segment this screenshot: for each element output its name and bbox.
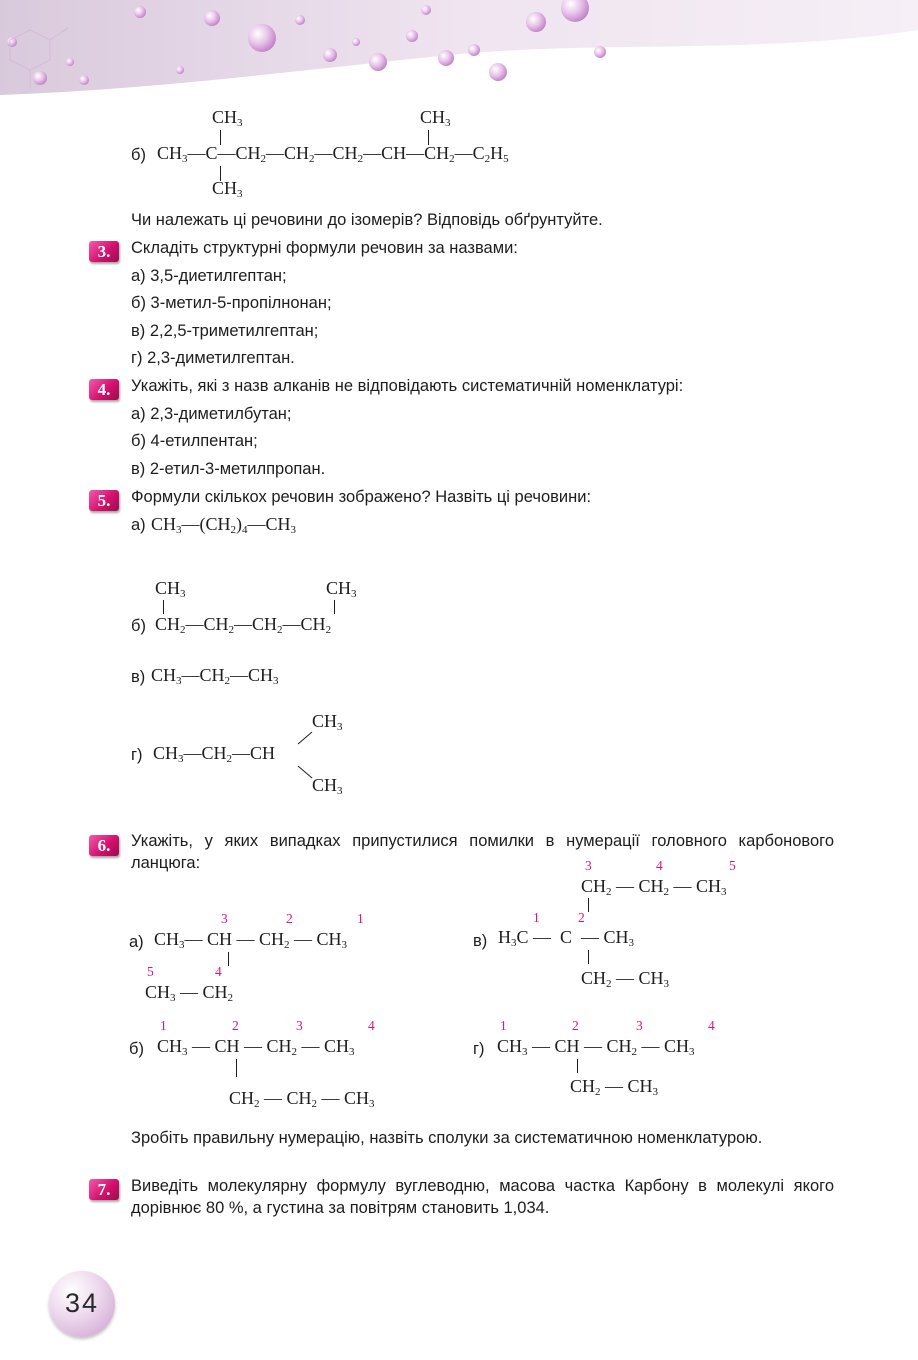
- bond-line: [163, 600, 164, 614]
- list-item: б) 3-метил-5-пропілнонан;: [131, 294, 332, 312]
- task6-g-branch: $CH_2$ — $CH_3$: [570, 1076, 659, 1098]
- carbon-number: 3: [636, 1018, 643, 1033]
- carbon-number: 1: [160, 1018, 167, 1033]
- bond-line: [236, 1059, 237, 1077]
- carbon-number: 3: [296, 1018, 303, 1033]
- carbon-number: 1: [500, 1018, 507, 1033]
- task5-g-down: $CH_3$: [312, 775, 343, 797]
- formula-top-substituent: $CH_3$: [212, 107, 243, 129]
- task6-a-label: а): [129, 933, 144, 951]
- carbon-number: 3: [585, 858, 592, 873]
- task5-b-main: $CH_2—CH_2—CH_2—CH_2$: [155, 614, 332, 636]
- formula-top-substituent-2: $CH_3$: [420, 107, 451, 129]
- task6-g-label: г): [473, 1040, 485, 1058]
- task6-g-main: $CH_3$ — CH — $CH_2$ — $CH_3$: [497, 1036, 695, 1058]
- task2b-label: б): [131, 146, 146, 164]
- carbon-number: 4: [368, 1018, 375, 1033]
- carbon-number: 2: [578, 910, 585, 925]
- task6-footer: Зробіть правильну нумерацію, назвіть сполуки за систематичною номенклатурою.: [131, 1129, 763, 1147]
- task5-g-label: г): [131, 746, 143, 764]
- task6-title: Укажіть, у яких випадках припустилися помилки в нумерації головного карбонового ланцюга:: [131, 832, 834, 872]
- task5-badge: 5.: [89, 490, 119, 511]
- carbon-number: 4: [708, 1018, 715, 1033]
- formula-main-chain: $CH_3—C—CH_2—CH_2—CH_2—CH—CH_2—C_2H_5$: [157, 143, 509, 165]
- bond-line: [588, 950, 589, 964]
- carbon-number: 4: [656, 858, 663, 873]
- page-number-circle: [49, 1271, 115, 1337]
- task5-a-formula: $CH_3—(CH_2)_4—CH_3$: [151, 514, 297, 536]
- task5-v-label: в): [131, 668, 146, 686]
- formula-bottom-substituent: $CH_3$: [212, 178, 243, 200]
- list-item: в) 2,2,5-триметилгептан;: [131, 322, 319, 340]
- carbon-number: 1: [533, 910, 540, 925]
- task6-a-branch: $CH_3$ — $CH_2$: [145, 982, 234, 1004]
- carbon-number: 2: [286, 911, 293, 926]
- task6-v-top: $CH_2$ — $CH_2$ — $CH_3$: [581, 876, 727, 898]
- carbon-number: 2: [572, 1018, 579, 1033]
- carbon-number: 1: [357, 911, 364, 926]
- task7-title: Виведіть молекулярну формулу вуглеводню, масова частка Карбону в молекулі якого дорівнює 80 %, а густина за повітрям становить 1,034.: [131, 1177, 834, 1217]
- task5-v-formula: $CH_3—CH_2—CH_3$: [151, 665, 279, 687]
- bond-line: [228, 952, 229, 966]
- list-item: б) 4-етилпентан;: [131, 432, 258, 450]
- task6-badge: 6.: [89, 835, 119, 856]
- bond-line: [588, 898, 589, 912]
- carbon-number: 3: [221, 911, 228, 926]
- carbon-number: 2: [232, 1018, 239, 1033]
- list-item: а) 3,5-диетилгептан;: [131, 267, 287, 285]
- carbon-number: 5: [729, 858, 736, 873]
- carbon-number: 5: [147, 964, 154, 979]
- task5-b-top2: $CH_3$: [326, 578, 357, 600]
- task6-v-main: $H_3C$ — C — $CH_3$: [498, 927, 635, 949]
- header-decoration: [0, 0, 918, 105]
- task5-b-label: б): [131, 617, 146, 635]
- task6-a-main: $CH_3—$ CH — $CH_2$ — $CH_3$: [154, 929, 348, 951]
- task6-v-label: в): [473, 932, 488, 950]
- page-number: 34: [64, 1288, 100, 1318]
- list-item: г) 2,3-диметилгептан.: [131, 349, 295, 367]
- task3-title: Складіть структурні формули речовин за назвами:: [131, 239, 518, 257]
- task5-a-label: а): [131, 516, 146, 534]
- task5-g-main: $CH_3—CH_2—CH$: [153, 743, 276, 765]
- task3-badge: 3.: [89, 241, 119, 262]
- task5-b-top1: $CH_3$: [155, 578, 186, 600]
- carbon-number: 4: [215, 964, 222, 979]
- task4-title: Укажіть, які з назв алканів не відповідають систематичній номенклатурі:: [131, 377, 684, 395]
- task6-v-bottom: $CH_2$ — $CH_3$: [581, 968, 670, 990]
- task5-title: Формули скількох речовин зображено? Назвіть ці речовини:: [131, 488, 592, 506]
- task7-badge: 7.: [89, 1179, 119, 1200]
- task4-badge: 4.: [89, 379, 119, 400]
- task6-b-main: $CH_3$ — CH — $CH_2$ — $CH_3$: [157, 1036, 355, 1058]
- list-item: а) 2,3-диметилбутан;: [131, 405, 292, 423]
- task6-b-label: б): [129, 1040, 144, 1058]
- bond-line: [334, 600, 335, 614]
- task5-g-up: $CH_3$: [312, 711, 343, 733]
- bond-lines: [290, 730, 320, 780]
- task2b-question: Чи належать ці речовини до ізомерів? Відповідь обґрунтуйте.: [131, 211, 603, 229]
- bond-line: [577, 1059, 578, 1073]
- list-item: в) 2-етил-3-метилпропан.: [131, 460, 326, 478]
- task6-b-branch: $CH_2$ — $CH_2$ — $CH_3$: [229, 1088, 375, 1110]
